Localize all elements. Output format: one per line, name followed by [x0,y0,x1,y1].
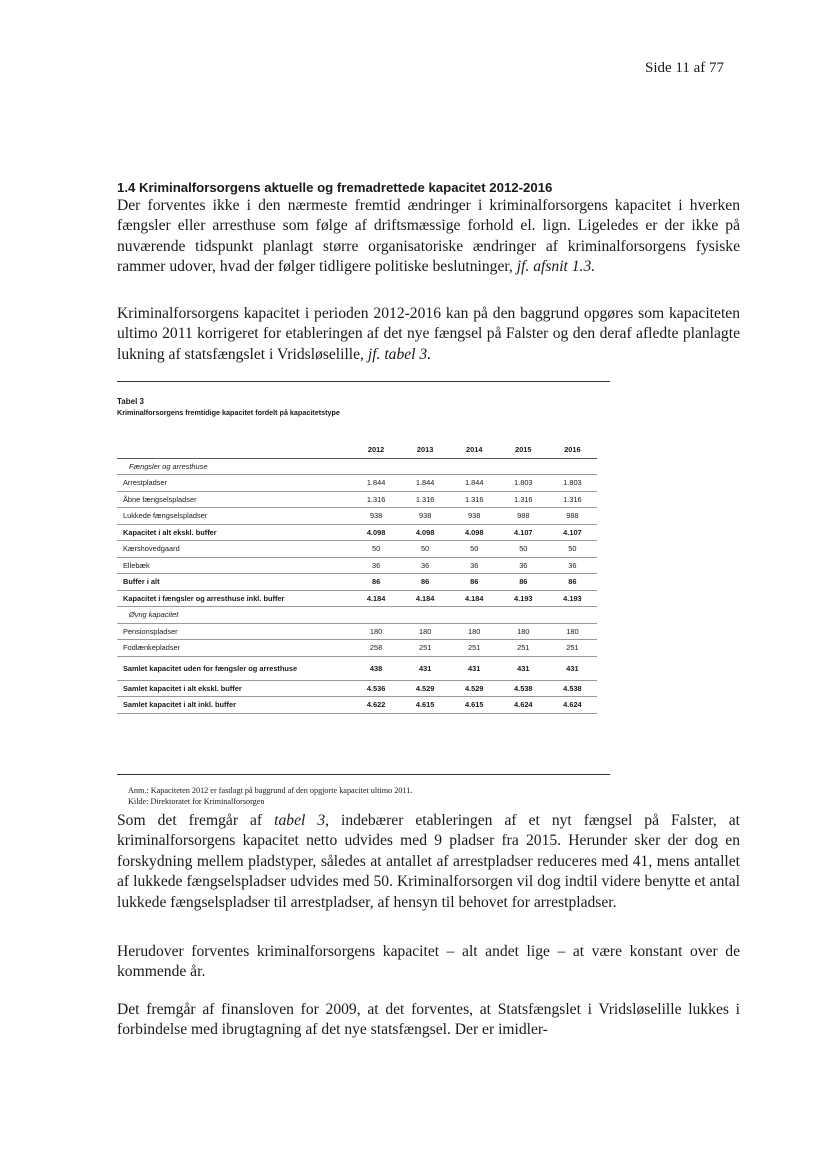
table-body [117,458,597,713]
row-value: 4.622 [352,697,401,714]
row-value: 4.538 [499,680,548,697]
row-value: 1.316 [499,491,548,508]
table-note-source: Kilde: Direktoratet for Kriminalforsorgen [128,797,265,806]
row-value: 4.107 [499,524,548,541]
row-value: 4.184 [450,590,499,607]
row-value: 431 [401,656,450,680]
capacity-table [117,442,597,714]
paragraph-3-ref: tabel 3 [274,812,326,829]
row-value: 86 [548,574,597,591]
table-row [117,491,597,508]
row-label: Kapacitet i alt ekskl. buffer [117,524,352,541]
section-heading: 1.4 Kriminalforsorgens aktuelle og fremadrettede kapacitet 2012-2016 [117,180,553,195]
table-notes [128,785,412,807]
table-row [117,656,597,680]
row-value: 1.803 [499,475,548,492]
row-value: 431 [499,656,548,680]
row-value: 938 [450,508,499,525]
row-value [352,607,401,624]
row-value: 36 [401,557,450,574]
row-value [548,607,597,624]
row-value: 4.538 [548,680,597,697]
row-value: 50 [450,541,499,558]
table-row [117,640,597,657]
header-year: 2016 [548,442,597,458]
paragraph-1 [117,196,740,278]
row-value: 36 [450,557,499,574]
row-label: Pensionspladser [117,623,352,640]
row-value: 180 [548,623,597,640]
table-row [117,541,597,558]
capacity-table-block [117,397,597,714]
row-value: 1.844 [401,475,450,492]
row-value: 1.803 [548,475,597,492]
table-row [117,524,597,541]
table-title: Tabel 3 [117,397,144,406]
row-value: 36 [548,557,597,574]
row-value: 1.844 [450,475,499,492]
row-value [450,458,499,475]
row-value: 4.184 [352,590,401,607]
row-label: Kapacitet i fængsler og arresthuse inkl. buffer [117,590,352,607]
row-value [450,607,499,624]
paragraph-3-prefix: Som det fremgår af [117,812,275,829]
row-value: 988 [499,508,548,525]
row-value: 251 [548,640,597,657]
row-value: 4.615 [450,697,499,714]
row-label: Arrestpladser [117,475,352,492]
table-row [117,458,597,475]
header-label-cell [117,442,352,458]
row-value: 258 [352,640,401,657]
row-value: 4.193 [548,590,597,607]
paragraph-3 [117,811,740,913]
row-value: 251 [499,640,548,657]
row-value [401,458,450,475]
row-value: 50 [499,541,548,558]
table-row [117,623,597,640]
row-value: 180 [499,623,548,640]
table-row [117,475,597,492]
header-year: 2015 [499,442,548,458]
row-label: Ellebæk [117,557,352,574]
row-label: Buffer i alt [117,574,352,591]
row-value: 50 [352,541,401,558]
row-value: 86 [450,574,499,591]
row-value: 1.844 [352,475,401,492]
row-value: 4.098 [352,524,401,541]
table-bottom-rule [117,774,610,775]
row-value: 251 [450,640,499,657]
paragraph-3-text: , indebærer etableringen af et nyt fængsel på Falster, at kriminalforsorgens kapacitet netto udvides med 9 pladser fra 2015. Herunder sker der dog en forskydning mellem pladstyper, således at antallet af arrestpladser reduceres med 41, mens antallet af lukkede fængselspladser udvides med 50. Kriminalforsorgen vil dog indtil videre benytte et antal lukkede fængselspladser til arrestpladser, af hensyn til behovet for arrestpladser. [117,812,740,911]
row-value: 4.624 [499,697,548,714]
table-note-anm: Anm.: Kapaciteten 2012 er fastlagt på baggrund af den opgjorte kapacitet ultimo 2011. [128,786,413,795]
row-value: 50 [548,541,597,558]
row-value: 4.624 [548,697,597,714]
header-year: 2014 [450,442,499,458]
row-value: 180 [450,623,499,640]
paragraph-1-ref: jf. afsnit 1.3. [516,258,596,276]
row-value: 4.193 [499,590,548,607]
paragraph-2-ref: jf. tabel 3. [367,345,432,363]
row-value: 36 [352,557,401,574]
row-value [548,458,597,475]
row-value: 50 [401,541,450,558]
row-value [499,458,548,475]
row-label: Samlet kapacitet i alt inkl. buffer [117,697,352,714]
row-value: 36 [499,557,548,574]
row-value: 1.316 [548,491,597,508]
row-value: 1.316 [352,491,401,508]
page-number: Side 11 af 77 [645,60,725,76]
row-value: 86 [499,574,548,591]
table-subtitle: Kriminalforsorgens fremtidige kapacitet fordelt på kapacitetstype [117,408,340,417]
table-row [117,574,597,591]
paragraph-4: Herudover forventes kriminalforsorgens kapacitet – alt andet lige – at være konstant over de kommende år. [117,943,740,981]
header-year: 2013 [401,442,450,458]
row-value [401,607,450,624]
row-label: Fængsler og arresthuse [117,458,352,475]
row-value: 938 [352,508,401,525]
paragraph-5: Det fremgår af finansloven for 2009, at det forventes, at Statsfængslet i Vridsløselille lukkes i forbindelse med ibrugtagning af det nye statsfængsel. Der er imidler- [117,1001,740,1039]
row-value [499,607,548,624]
row-label: Øvrig kapacitet [117,607,352,624]
row-value: 4.536 [352,680,401,697]
paragraph-1-text: Der forventes ikke i den nærmeste fremtid ændringer i kriminalforsorgens kapacitet i hverken fængsler eller arresthuse som følge af driftsmæssige forhold el. lign. Ligeledes er der ikke på nuværende tidspunkt planlagt større organisatoriske ændringer af kriminalforsorgens fysiske rammer udover, hvad der følger tidligere politiske beslutninger, [117,197,740,276]
row-value: 4.615 [401,697,450,714]
table-row [117,557,597,574]
row-value: 4.184 [401,590,450,607]
row-value: 180 [401,623,450,640]
row-value: 4.529 [401,680,450,697]
table-row [117,697,597,714]
row-value: 1.316 [450,491,499,508]
table-top-rule [117,381,610,382]
row-label: Åbne fængselspladser [117,491,352,508]
row-value: 4.107 [548,524,597,541]
table-row [117,680,597,697]
row-value: 4.529 [450,680,499,697]
header-year: 2012 [352,442,401,458]
row-value: 438 [352,656,401,680]
row-label: Kærshovedgaard [117,541,352,558]
row-label: Samlet kapacitet uden for fængsler og arresthuse [117,656,352,680]
row-value: 251 [401,640,450,657]
row-value: 938 [401,508,450,525]
row-value: 4.098 [450,524,499,541]
row-value: 86 [401,574,450,591]
table-header-row [117,442,597,458]
row-value: 86 [352,574,401,591]
row-value: 431 [548,656,597,680]
row-value: 180 [352,623,401,640]
row-value: 1.316 [401,491,450,508]
row-value [352,458,401,475]
row-value: 4.098 [401,524,450,541]
row-label: Samlet kapacitet i alt ekskl. buffer [117,680,352,697]
row-label: Fodlænkepladser [117,640,352,657]
row-value: 431 [450,656,499,680]
row-value: 988 [548,508,597,525]
table-row [117,607,597,624]
paragraph-2-text: Kriminalforsorgens kapacitet i perioden 2012-2016 kan på den baggrund opgøres som kapaciteten ultimo 2011 korrigeret for etableringen af det nye fængsel på Falster og den deraf afledte planlagte lukning af statsfængslet i Vridsløselille, [117,305,740,363]
table-row [117,590,597,607]
table-row [117,508,597,525]
paragraph-2 [117,304,740,365]
row-label: Lukkede fængselspladser [117,508,352,525]
